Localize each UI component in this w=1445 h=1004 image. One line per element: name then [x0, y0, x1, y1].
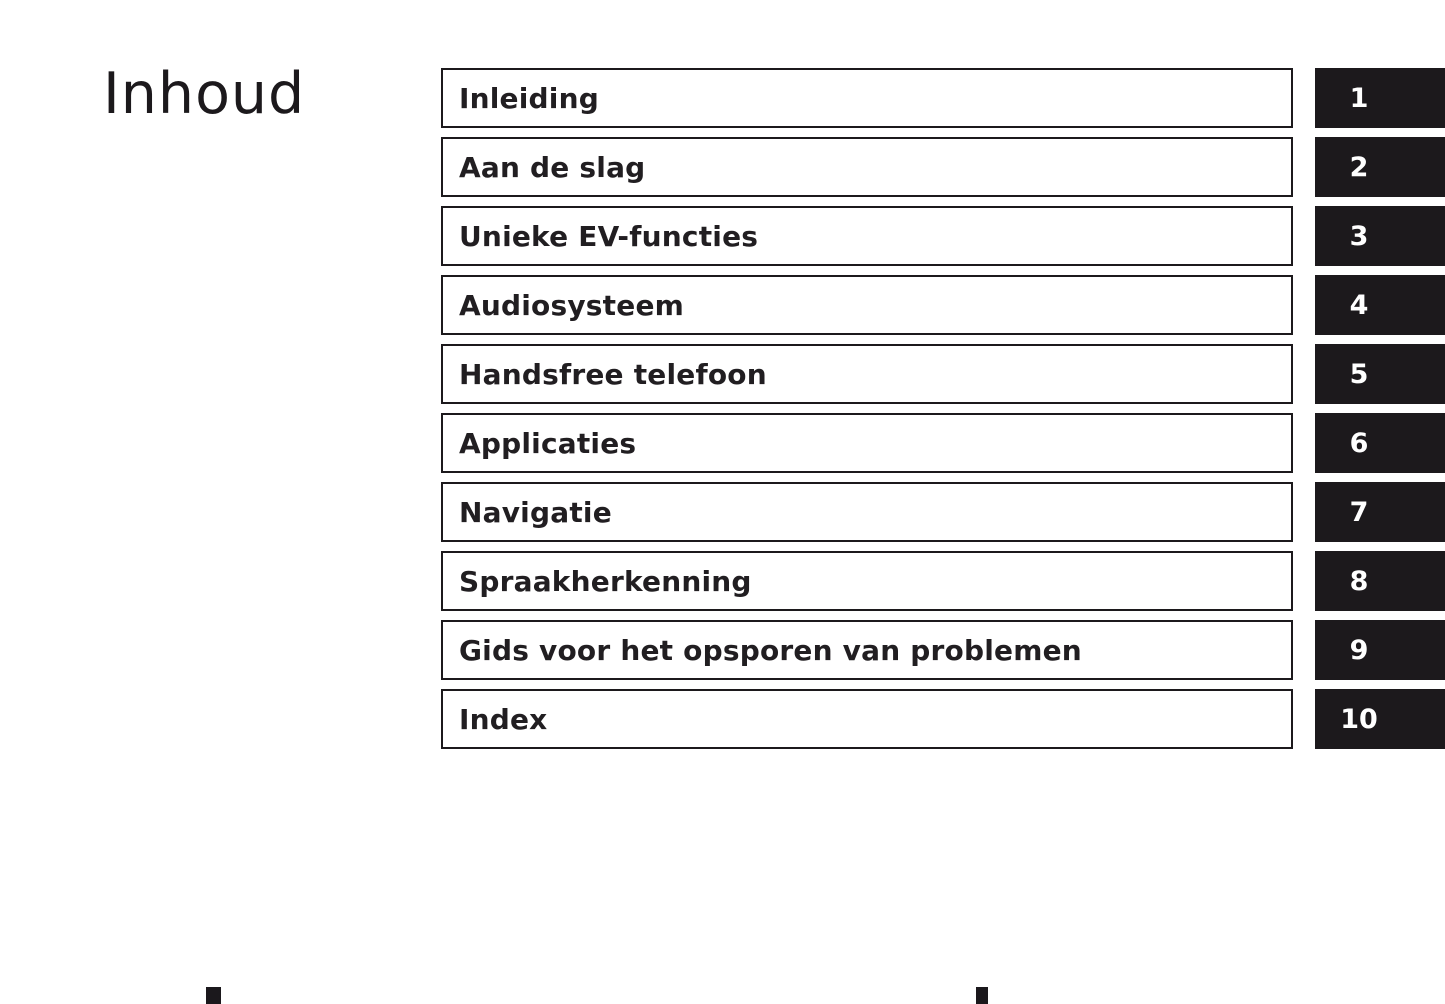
toc-row-index[interactable]: [441, 689, 1293, 749]
toc-row-label: Spraakherkenning: [459, 564, 752, 598]
chapter-tab-1[interactable]: 1: [1315, 68, 1445, 128]
toc-row-handsfree-telefoon[interactable]: [441, 344, 1293, 404]
toc-row-audiosysteem[interactable]: [441, 275, 1293, 335]
toc-row-label: Applicaties: [459, 426, 637, 460]
toc-row-label: Navigatie: [459, 495, 612, 529]
toc-row-applicaties[interactable]: [441, 413, 1293, 473]
chapter-tab-9[interactable]: 9: [1315, 620, 1445, 680]
toc-row-unieke-ev-functies[interactable]: [441, 206, 1293, 266]
toc-row-label: Gids voor het opsporen van problemen: [459, 633, 1082, 667]
chapter-tab-3[interactable]: 3: [1315, 206, 1445, 266]
chapter-tab-4[interactable]: 4: [1315, 275, 1445, 335]
chapter-tab-5[interactable]: 5: [1315, 344, 1445, 404]
toc-row-navigatie[interactable]: [441, 482, 1293, 542]
toc-row-label: Handsfree telefoon: [459, 357, 767, 391]
toc-row-spraakherkenning[interactable]: [441, 551, 1293, 611]
toc-row-aan-de-slag[interactable]: [441, 137, 1293, 197]
toc-row-label: Unieke EV-functies: [459, 219, 759, 253]
toc-row-inleiding[interactable]: [441, 68, 1293, 128]
toc-row-gids-opsporen-problemen[interactable]: [441, 620, 1293, 680]
chapter-tab-list: [1315, 68, 1445, 749]
toc-row-label: Audiosysteem: [459, 288, 685, 322]
chapter-tab-10[interactable]: 10: [1315, 689, 1445, 749]
toc-list: [441, 68, 1293, 749]
chapter-tab-7[interactable]: 7: [1315, 482, 1445, 542]
toc-row-label: Inleiding: [459, 81, 599, 115]
chapter-tab-6[interactable]: 6: [1315, 413, 1445, 473]
toc-row-label: Aan de slag: [459, 150, 646, 184]
chapter-tab-8[interactable]: 8: [1315, 551, 1445, 611]
page-title: Inhoud: [103, 61, 306, 127]
chapter-tab-2[interactable]: 2: [1315, 137, 1445, 197]
toc-row-label: Index: [459, 702, 548, 736]
page-crop-mark: [976, 987, 988, 1004]
page-crop-mark: [206, 987, 221, 1004]
